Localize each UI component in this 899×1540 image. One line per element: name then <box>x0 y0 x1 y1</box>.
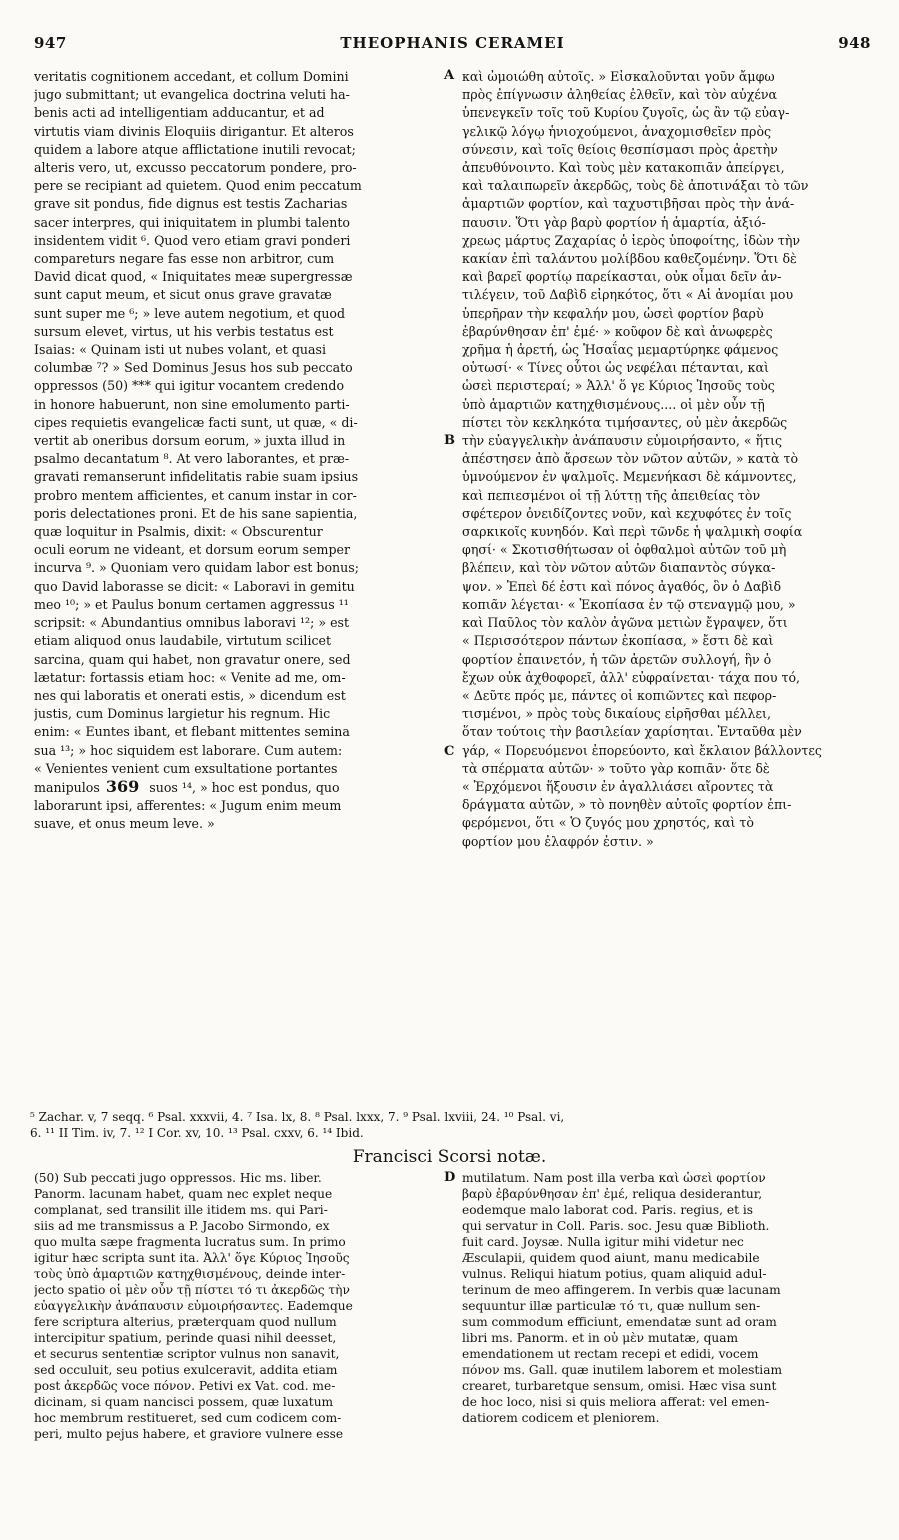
greek-text-line: οὑτωσί· « Τίνες οὗτοι ὡς νεφέλαι πέτανται, καὶ <box>462 360 769 376</box>
note-text-line: post ἀκερδῶς voce πόνον. Petivi ex Vat. cod. me- <box>34 1379 336 1393</box>
greek-text-line: τιλέγειν, τοῦ Δαβὶδ εἰρηκότος, ὅτι « Αἱ ἀνομίαι μου <box>462 287 794 303</box>
notes-left-column <box>34 1170 442 1442</box>
greek-text-line: ὑπὸ ἁμαρτιῶν κατηχθισμένους.... οἱ μὲν οὖν τῇ <box>462 396 765 412</box>
note-text-line: mutilatum. Nam post illa verba καὶ ὡσεὶ φορτίον <box>462 1171 766 1185</box>
section-marker-a: A <box>444 68 455 83</box>
page-number-left: 947 <box>34 34 67 52</box>
greek-text-line: σύνεσιν, καὶ τοῖς θείοις θεσπίσμασι πρὸς ἀρετὴν <box>462 141 778 157</box>
latin-text-line: sarcina, quam qui habet, non gravatur onere, sed <box>34 651 351 667</box>
note-text-line: complanat, sed transilit ille itidem ms. qui Pari- <box>34 1203 328 1217</box>
greek-text-line: καὶ πεπιεσμένοι οἱ τῇ λύττῃ τῆς ἀπειθείας τὸν <box>462 487 761 503</box>
footnotes <box>30 1109 875 1141</box>
note-text-line: peri, multo pejus habere, et graviore vulnere esse <box>34 1427 344 1441</box>
greek-text-line: ὑμνούμενον ἐν ψαλμοῖς. Μεμενήκασι δὲ κάμνοντες, <box>462 469 797 485</box>
greek-text-line: πρὸς ἐπίγνωσιν ἀληθείας ἐλθεῖν, καὶ τὸν αὐχένα <box>462 87 778 103</box>
latin-text-line: probro mentem afficientes, et canum instar in cor- <box>34 487 357 503</box>
latin-text-line: poris delectationes proni. Et de his sane sapientia, <box>34 505 358 521</box>
latin-text-line: benis acti ad intelligentiam adducantur, et ad <box>34 105 325 121</box>
greek-text-line: « Ἐρχόμενοι ἥξουσιν ἐν ἀγαλλιάσει αἴροντες τὰ <box>462 778 774 794</box>
greek-text-line: καὶ βαρεῖ φορτίῳ παρείκασται, οὐκ οἶμαι δεῖν ἀν- <box>462 269 782 285</box>
latin-text-line: jugo submittant; ut evangelica doctrina veluti ha- <box>34 87 350 103</box>
latin-text-line: sunt caput meum, et sicut onus grave gravatæ <box>34 287 332 303</box>
latin-text-line: alteris vero, ut, excusso peccatorum pondere, pro- <box>34 160 357 176</box>
greek-text-line: ἁμαρτιῶν φορτίον, καὶ ταχυστιβῆσαι πρὸς τὴν ἀνά- <box>462 196 795 212</box>
greek-text-line: ὅταν τούτοις τὴν βασιλείαν χαρίσηται. Ἐνταῦθα μὲν <box>462 724 802 740</box>
note-text-line: βαρὺ ἐβαρύνθησαν ἐπ' ἐμέ, reliqua desiderantur, <box>462 1187 763 1201</box>
page-number-right: 948 <box>838 34 871 52</box>
notes-right-column <box>462 1170 874 1426</box>
note-text-line: fere scriptura alterius, præterquam quod nullum <box>34 1315 337 1329</box>
greek-text-line: καὶ ταλαιπωρεῖν ἀκερδῶς, τοὺς δὲ ἀποτινάξαι τὸ τῶν <box>462 178 809 194</box>
greek-text-line: χρεως μάρτυς Ζαχαρίας ὁ ἱερὸς ὑποφοίτης, ἰδὼν τὴν <box>462 232 801 248</box>
note-text-line: jecto spatio οἱ μὲν οὖν τῇ πίστει τό τι ἀκερδῶς τὴν <box>34 1283 350 1297</box>
latin-text-line: oppressos (50) *** qui igitur vocantem credendo <box>34 378 345 394</box>
section-marker-b: B <box>444 433 455 448</box>
greek-text-line: δράγματα αὐτῶν, » τὸ πονηθὲν αὐτοῖς φορτίον ἐπι- <box>462 797 792 813</box>
note-text-line: Panorm. lacunam habet, quam nec explet neque <box>34 1187 333 1201</box>
latin-text-line: justis, cum Dominus largietur his regnum. Hic <box>34 706 331 722</box>
note-text-line: libri ms. Panorm. et in οὐ μὲν mutatæ, quam <box>462 1331 739 1345</box>
greek-text-line: ὑπενεγκεῖν τοῖς τοῦ Κυρίου ζυγοῖς, ὡς ἂν τῷ εὐαγ- <box>462 105 790 121</box>
latin-text-line: virtutis viam divinis Eloquiis dirigantur. Et alteros <box>34 123 354 139</box>
note-text-line: vulnus. Reliqui hiatum potius, quam aliquid adul- <box>462 1267 767 1281</box>
greek-text-line: τὰ σπέρματα αὐτῶν· » τοῦτο γὰρ κοπιᾶν· ὅτε δὲ <box>462 760 770 776</box>
latin-text-line: gravati remanserunt infidelitatis rabie suam ipsius <box>34 469 359 485</box>
note-text-line: πόνον ms. Gall. quæ inutilem laborem et molestiam <box>462 1363 783 1377</box>
latin-text-line: suave, et onus meum leve. » <box>34 816 215 832</box>
latin-text-line: Isaias: « Quinam isti ut nubes volant, et quasi <box>34 342 326 358</box>
latin-text-line: cipes requietis evangelicæ facti sunt, ut quæ, « di- <box>34 414 358 430</box>
latin-text-fragment: suos ¹⁴, » hoc est pondus, quo <box>145 779 340 795</box>
latin-text-line: in honore habuerunt, non sine emolumento parti- <box>34 396 350 412</box>
note-text-line: igitur hæc scripta sunt ita. Ἀλλ' ὅγε Κύριος Ἰησοῦς <box>34 1251 350 1265</box>
latin-text-line <box>34 778 436 797</box>
greek-text-line: ἀπέστησεν ἀπὸ ἄρσεων τὸν νῶτον αὐτῶν, » κατὰ τὸ <box>462 451 799 467</box>
note-text-line: terinum de meo affingerem. In verbis quæ lacunam <box>462 1283 781 1297</box>
note-text-line: fuit card. Joysæ. Nulla igitur mihi videtur nec <box>462 1235 744 1249</box>
note-text-line: εὐαγγελικὴν ἀνάπαυσιν εὐμοιρήσαντες. Eademque <box>34 1299 353 1313</box>
latin-text-line: scripsit: « Abundantius omnibus laboravi ¹²; » est <box>34 615 350 631</box>
note-text-line: de hoc loco, nisi si quis meliora afferat: vel emen- <box>462 1395 770 1409</box>
footnote-line: ⁵ Zachar. v, 7 seqq. ⁶ Psal. xxxvii, 4. ⁷ Isa. lx, 8. ⁸ Psal. lxxx, 7. ⁹ Psal. lxviii, 24. ¹⁰ Psal. vi, <box>30 1110 565 1124</box>
greek-text-line: ἐβαρύνθησαν ἐπ' ἐμέ· » κοῦφον δὲ καὶ ἀνωφερὲς <box>462 323 773 339</box>
latin-text-line: quæ loquitur in Psalmis, dixit: « Obscurentur <box>34 524 323 540</box>
latin-text-line: enim: « Euntes ibant, et flebant mittentes semina <box>34 724 350 740</box>
note-text-line: qui servatur in Coll. Paris. soc. Jesu quæ Biblioth. <box>462 1219 770 1233</box>
greek-text-line: φορτίον μου ἐλαφρόν ἐστιν. » <box>462 833 654 849</box>
note-text-line: siis ad me transmissus a P. Jacobo Sirmondo, ex <box>34 1219 330 1233</box>
section-marker-c: C <box>444 744 455 759</box>
latin-column <box>34 68 436 834</box>
note-text-line: τοὺς ὑπὸ ἁμαρτιῶν κατηχθισμένους, deinde inter- <box>34 1267 346 1281</box>
note-text-line: dicinam, si quam nancisci possem, quæ luxatum <box>34 1395 334 1409</box>
note-text-line: eodemque malo laborat cod. Paris. regius, et is <box>462 1203 754 1217</box>
latin-text-line: compareturs negare fas esse non arbitror, cum <box>34 251 335 267</box>
latin-text-line: etiam aliquod onus laudabile, virtutum scilicet <box>34 633 332 649</box>
latin-text-line: quo David laborasse se dicit: « Laboravi in gemitu <box>34 578 355 594</box>
note-text-line: datiorem codicem et pleniorem. <box>462 1411 660 1425</box>
greek-text-line: πίστει τὸν κεκληκότα τιμήσαντες, οὐ μὲν ἀκερδῶς <box>462 414 788 430</box>
note-text-line: sed occuluit, seu potius exulceravit, addita etiam <box>34 1363 338 1377</box>
latin-text-line: sacer interpres, qui iniquitatem in plumbi talento <box>34 214 350 230</box>
greek-text-line: φορτίον ἐπαινετόν, ἡ τῶν ἀρετῶν συλλογή, ἣν ὁ <box>462 651 772 667</box>
greek-text-line: γάρ, « Πορευόμενοι ἐπορεύοντο, καὶ ἔκλαιον βάλλοντες <box>462 742 822 758</box>
latin-text-line: sursum elevet, virtus, ut his verbis testatus est <box>34 323 334 339</box>
latin-text-line: meo ¹⁰; » et Paulus bonum certamen aggressus ¹¹ <box>34 596 349 612</box>
note-text-line: (50) Sub peccati jugo oppressos. Hic ms. liber. <box>34 1171 322 1185</box>
edition-page-mark: 369 <box>105 777 140 796</box>
latin-text-line: lætatur: fortassis etiam hoc: « Venite ad me, om- <box>34 669 346 685</box>
latin-text-line: nes qui laboratis et onerati estis, » dicendum est <box>34 687 346 703</box>
latin-text-line: psalmo decantatum ⁸. At vero laborantes, et præ- <box>34 451 350 467</box>
greek-text-line: κοπιᾶν λέγεται· « Ἐκοπίασα ἐν τῷ στεναγμῷ μου, » <box>462 596 796 612</box>
greek-text-line: φησί· « Σκοτισθήτωσαν οἱ ὀφθαλμοὶ αὐτῶν τοῦ μὴ <box>462 542 787 558</box>
greek-text-line: καὶ ὠμοιώθη αὐτοῖς. » Εἰσκαλοῦνται γοῦν ἄμφω <box>462 69 775 84</box>
greek-text-line: ἀπευθύνοιντο. Καὶ τοὺς μὲν κατακοπιᾶν ἀπείργει, <box>462 160 785 176</box>
note-text-line: crearet, turbaretque sensum, omisi. Hæc visa sunt <box>462 1379 777 1393</box>
running-title: THEOPHANIS CERAMEI <box>340 34 565 52</box>
greek-text-line: « Περισσότερον πάντων ἐκοπίασα, » ἔστι δὲ καὶ <box>462 633 774 649</box>
greek-text-line: σφέτερον ὀνειδίζοντες νοῦν, καὶ κεχυφότες ἐν τοῖς <box>462 505 792 521</box>
greek-text-line: χρῆμα ἡ ἀρετή, ὡς Ἡσαΐας μεμαρτύρηκε φάμενος <box>462 342 779 358</box>
greek-text-line: σαρκικοῖς κυνηδόν. Καὶ περὶ τῶνδε ἡ ψαλμικὴ σοφία <box>462 524 803 540</box>
greek-text-line: βλέπειν, καὶ τὸν νῶτον αὐτῶν διαπαντὸς σύγκα- <box>462 560 776 576</box>
note-text-line: intercipitur spatium, perinde quasi nihil deesset, <box>34 1331 337 1345</box>
latin-text-line: columbæ ⁷? » Sed Dominus Jesus hos sub peccato <box>34 360 353 376</box>
greek-column <box>462 68 874 851</box>
latin-text-line: insidentem vidit ⁶. Quod vero etiam gravi ponderi <box>34 232 351 248</box>
section-marker-d: D <box>444 1170 456 1185</box>
latin-text-line: laborarunt ipsi, afferentes: « Jugum enim meum <box>34 798 342 814</box>
latin-text-line: sua ¹³; » hoc siquidem est laborare. Cum autem: <box>34 742 343 758</box>
greek-text-line: ἔχων οὐκ ἀχθοφορεῖ, ἀλλ' εὐφραίνεται· τάχα που τό, <box>462 669 801 685</box>
latin-text-fragment: manipulos <box>34 779 100 795</box>
note-text-line: sum commodum efficiunt, emendatæ sunt ad oram <box>462 1315 777 1329</box>
greek-text-line: φερόμενοι, ὅτι « Ὁ ζυγός μου χρηστός, καὶ τὸ <box>462 815 754 831</box>
latin-text-line: grave sit pondus, fide dignus est testis Zacharias <box>34 196 348 212</box>
note-text-line: hoc membrum restitueret, sed cum codicem com- <box>34 1411 342 1425</box>
greek-text-line: καὶ Παῦλος τὸν καλὸν ἀγῶνα μετιὼν ἔγραψεν, ὅτι <box>462 615 788 631</box>
greek-text-line: παυσιν. Ὅτι γὰρ βαρὺ φορτίον ἡ ἁμαρτία, ἀξιό- <box>462 214 766 230</box>
greek-text-line: ὡσεὶ περιστεραί; » Ἀλλ' ὅ γε Κύριος Ἰησοῦς τοὺς <box>462 378 775 394</box>
greek-text-line: τισμένοι, » πρὸς τοὺς δικαίους εἰρῆσθαι μέλλει, <box>462 706 771 722</box>
latin-text-line: oculi eorum ne videant, et dorsum eorum semper <box>34 542 351 558</box>
latin-text-line: vertit ab oneribus dorsum eorum, » juxta illud in <box>34 433 346 449</box>
greek-text-line: κακίαν ἐπὶ ταλάντου μολίβδου καθεζομένην. Ὅτι δὲ <box>462 251 797 267</box>
latin-text-line: quidem a labore atque afflictatione inutili revocat; <box>34 141 356 157</box>
note-text-line: sequuntur illæ particulæ τό τι, quæ nullum sen- <box>462 1299 761 1313</box>
greek-text-line: τὴν εὐαγγελικὴν ἀνάπαυσιν εὐμοιρήσαντο, « ἥτις <box>462 433 783 449</box>
notes-title: Francisci Scorsi notæ. <box>352 1147 547 1167</box>
latin-text-line: veritatis cognitionem accedant, et collum Domini <box>34 69 349 84</box>
greek-text-line: ὑπερῆραν τὴν κεφαλήν μου, ὡσεὶ φορτίον βαρὺ <box>462 305 764 321</box>
footnote-line: 6. ¹¹ II Tim. iv, 7. ¹² I Cor. xv, 10. ¹³ Psal. cxxv, 6. ¹⁴ Ibid. <box>30 1126 364 1140</box>
greek-text-line: γελικῷ λόγῳ ἡνιοχούμενοι, ἀναχομισθεῖεν πρὸς <box>462 123 772 139</box>
latin-text-line: incurva ⁹. » Quoniam vero quidam labor est bonus; <box>34 560 359 576</box>
latin-text-line: « Venientes venient cum exsultatione portantes <box>34 760 338 776</box>
latin-text-line: sunt super me ⁶; » leve autem negotium, et quod <box>34 305 346 321</box>
note-text-line: Æsculapii, quidem quod aiunt, manu medicabile <box>462 1251 760 1265</box>
note-text-line: emendationem ut rectam recepi et edidi, vocem <box>462 1347 759 1361</box>
latin-text-line: pere se recipiant ad quietem. Quod enim peccatum <box>34 178 362 194</box>
note-text-line: quo multa sæpe fragmenta lucratus sum. In primo <box>34 1235 346 1249</box>
running-header <box>34 34 871 56</box>
greek-text-line: ψον. » Ἐπεὶ δέ ἐστι καὶ πόνος ἀγαθός, ὃν ὁ Δαβὶδ <box>462 578 782 594</box>
latin-text-line: David dicat quod, « Iniquitates meæ supergressæ <box>34 269 353 285</box>
note-text-line: et securus sententiæ scriptor vulnus non sanavit, <box>34 1347 340 1361</box>
greek-text-line: « Δεῦτε πρός με, πάντες οἱ κοπιῶντες καὶ πεφορ- <box>462 687 777 703</box>
